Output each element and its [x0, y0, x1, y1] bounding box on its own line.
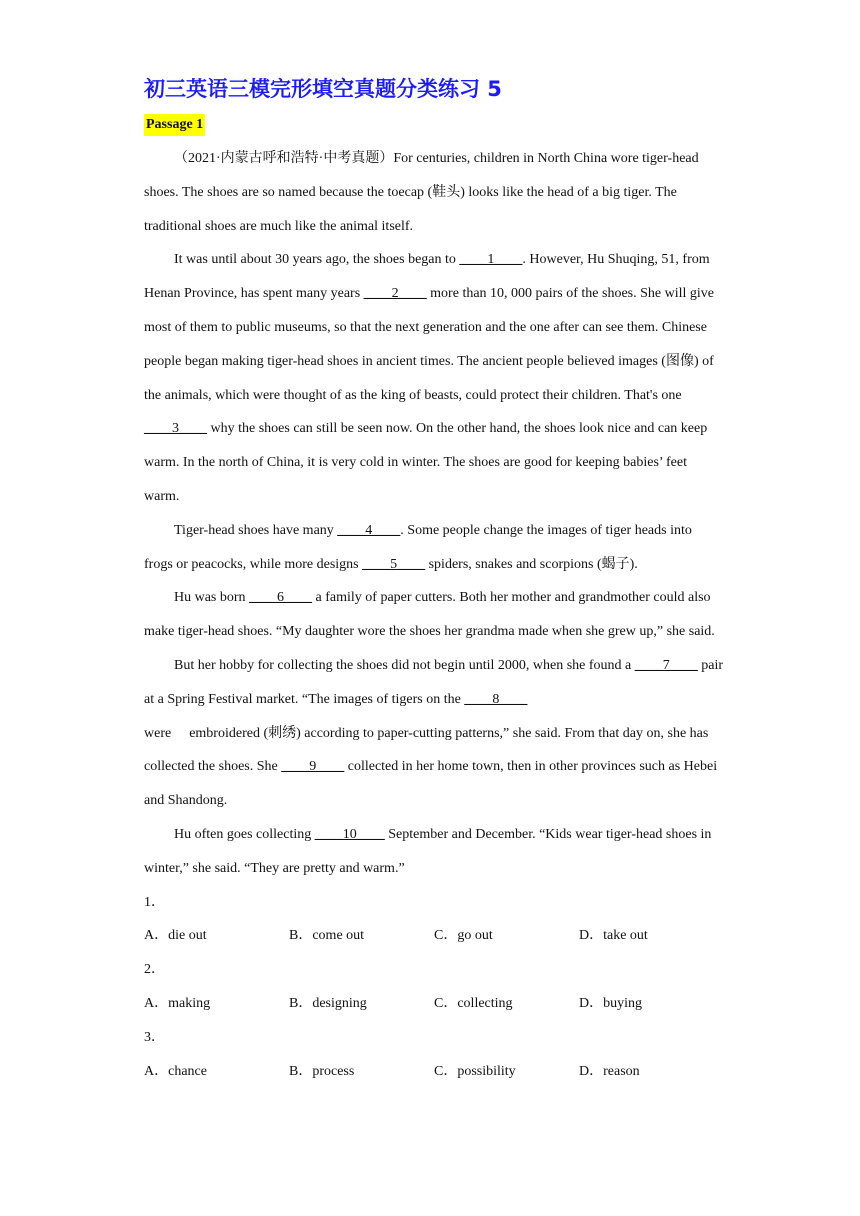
paragraph-text: Hu was born	[174, 590, 250, 606]
blank-3: ____3____	[144, 421, 207, 437]
page-title: 初三英语三模完形填空真题分类练习 5	[144, 77, 502, 101]
passage-label: Passage 1	[144, 114, 205, 136]
option-b: B．designing	[289, 995, 367, 1011]
blank-9: ____9____	[281, 759, 345, 775]
paragraph-text: why the shoes can still be seen now. On the other hand, the shoes look nice and can keep warm. In the north of China, it is very cold in winter. The shoes are good for keeping babies’ feet warm.	[144, 421, 708, 504]
option-c: C．collecting	[434, 995, 513, 1011]
option-d: D．take out	[579, 928, 648, 944]
paragraph-text: pair at a Spring Festival market. “The images of tigers on the	[144, 657, 724, 707]
paragraph-text: collected in her home town, then in other provinces such as Hebei and Shandong.	[144, 759, 718, 809]
paragraph-5	[144, 649, 724, 818]
option-a: A．chance	[144, 1063, 207, 1079]
paragraph-text: a family of paper cutters. Both her mother and grandmother could also make tiger-head shoes. “My daughter wore the shoes her grandma made when she grew up,” she said.	[144, 590, 715, 640]
blank-7: ____7____	[634, 657, 698, 673]
paragraph-text: were	[144, 725, 172, 741]
option-b: B．process	[289, 1063, 355, 1079]
document-page	[144, 74, 724, 1088]
question-3	[144, 1021, 724, 1089]
paragraph-1	[144, 142, 724, 243]
paragraph-3	[144, 514, 724, 582]
question-number: 1．	[144, 894, 165, 910]
paragraph-text: （2021·内蒙古呼和浩特·中考真题）For centuries, children in North China wore tiger-head shoes. The shoes are so named because the toecap (鞋头) looks like the head of a big tiger. The traditional shoes are much like the animal itself.	[144, 151, 699, 234]
blank-1: ____1____	[459, 252, 523, 268]
paragraph-text: September and December. “Kids wear tiger-head shoes in winter,” she said. “They are pretty and warm.”	[144, 826, 712, 876]
paragraph-6	[144, 818, 724, 886]
question-number: 2．	[144, 962, 165, 978]
option-a: A．die out	[144, 928, 207, 944]
paragraph-text: embroidered (刺绣) according to paper-cutting patterns,” she said. From that day on, she has collected the shoes. She	[144, 725, 709, 775]
paragraph-text: But her hobby for collecting the shoes did not begin until 2000, when she found a	[174, 657, 635, 673]
question-1	[144, 886, 724, 954]
paragraph-text: . Some people change the images of tiger heads into frogs or peacocks, while more designs	[144, 522, 692, 572]
question-2	[144, 953, 724, 1021]
blank-5: ____5____	[362, 556, 426, 572]
question-number: 3．	[144, 1029, 165, 1045]
option-c: C．possibility	[434, 1063, 516, 1079]
blank-2: ____2____	[363, 286, 427, 302]
blank-8: ____8____	[464, 691, 528, 707]
paragraph-text: Hu often goes collecting	[174, 826, 315, 842]
option-d: D．reason	[579, 1063, 640, 1079]
paragraph-2	[144, 243, 724, 513]
option-c: C．go out	[434, 928, 493, 944]
paragraph-text: It was until about 30 years ago, the shoes began to	[174, 252, 460, 268]
option-d: D．buying	[579, 995, 642, 1011]
paragraph-text: . However, Hu Shuqing, 51, from Henan Province, has spent many years	[144, 252, 710, 302]
paragraph-text: Tiger-head shoes have many	[174, 522, 338, 538]
options-row	[144, 987, 724, 1021]
option-a: A．making	[144, 995, 211, 1011]
paragraph-4	[144, 581, 724, 649]
option-b: B．come out	[289, 928, 365, 944]
paragraph-text: more than 10, 000 pairs of the shoes. She will give most of them to public museums, so that the next generation and the one after can see them. Chinese people began making tiger-head shoes in ancient times. The ancient people believed images (图像) of the animals, which were thought of as the king of beasts, could protect their children. That's one	[144, 286, 715, 403]
paragraph-text: spiders, snakes and scorpions (蝎子).	[425, 556, 638, 572]
options-row	[144, 919, 724, 953]
blank-10: ____10____	[314, 826, 385, 842]
blank-4: ____4____	[337, 522, 401, 538]
options-row	[144, 1055, 724, 1089]
blank-6: ____6____	[249, 590, 313, 606]
